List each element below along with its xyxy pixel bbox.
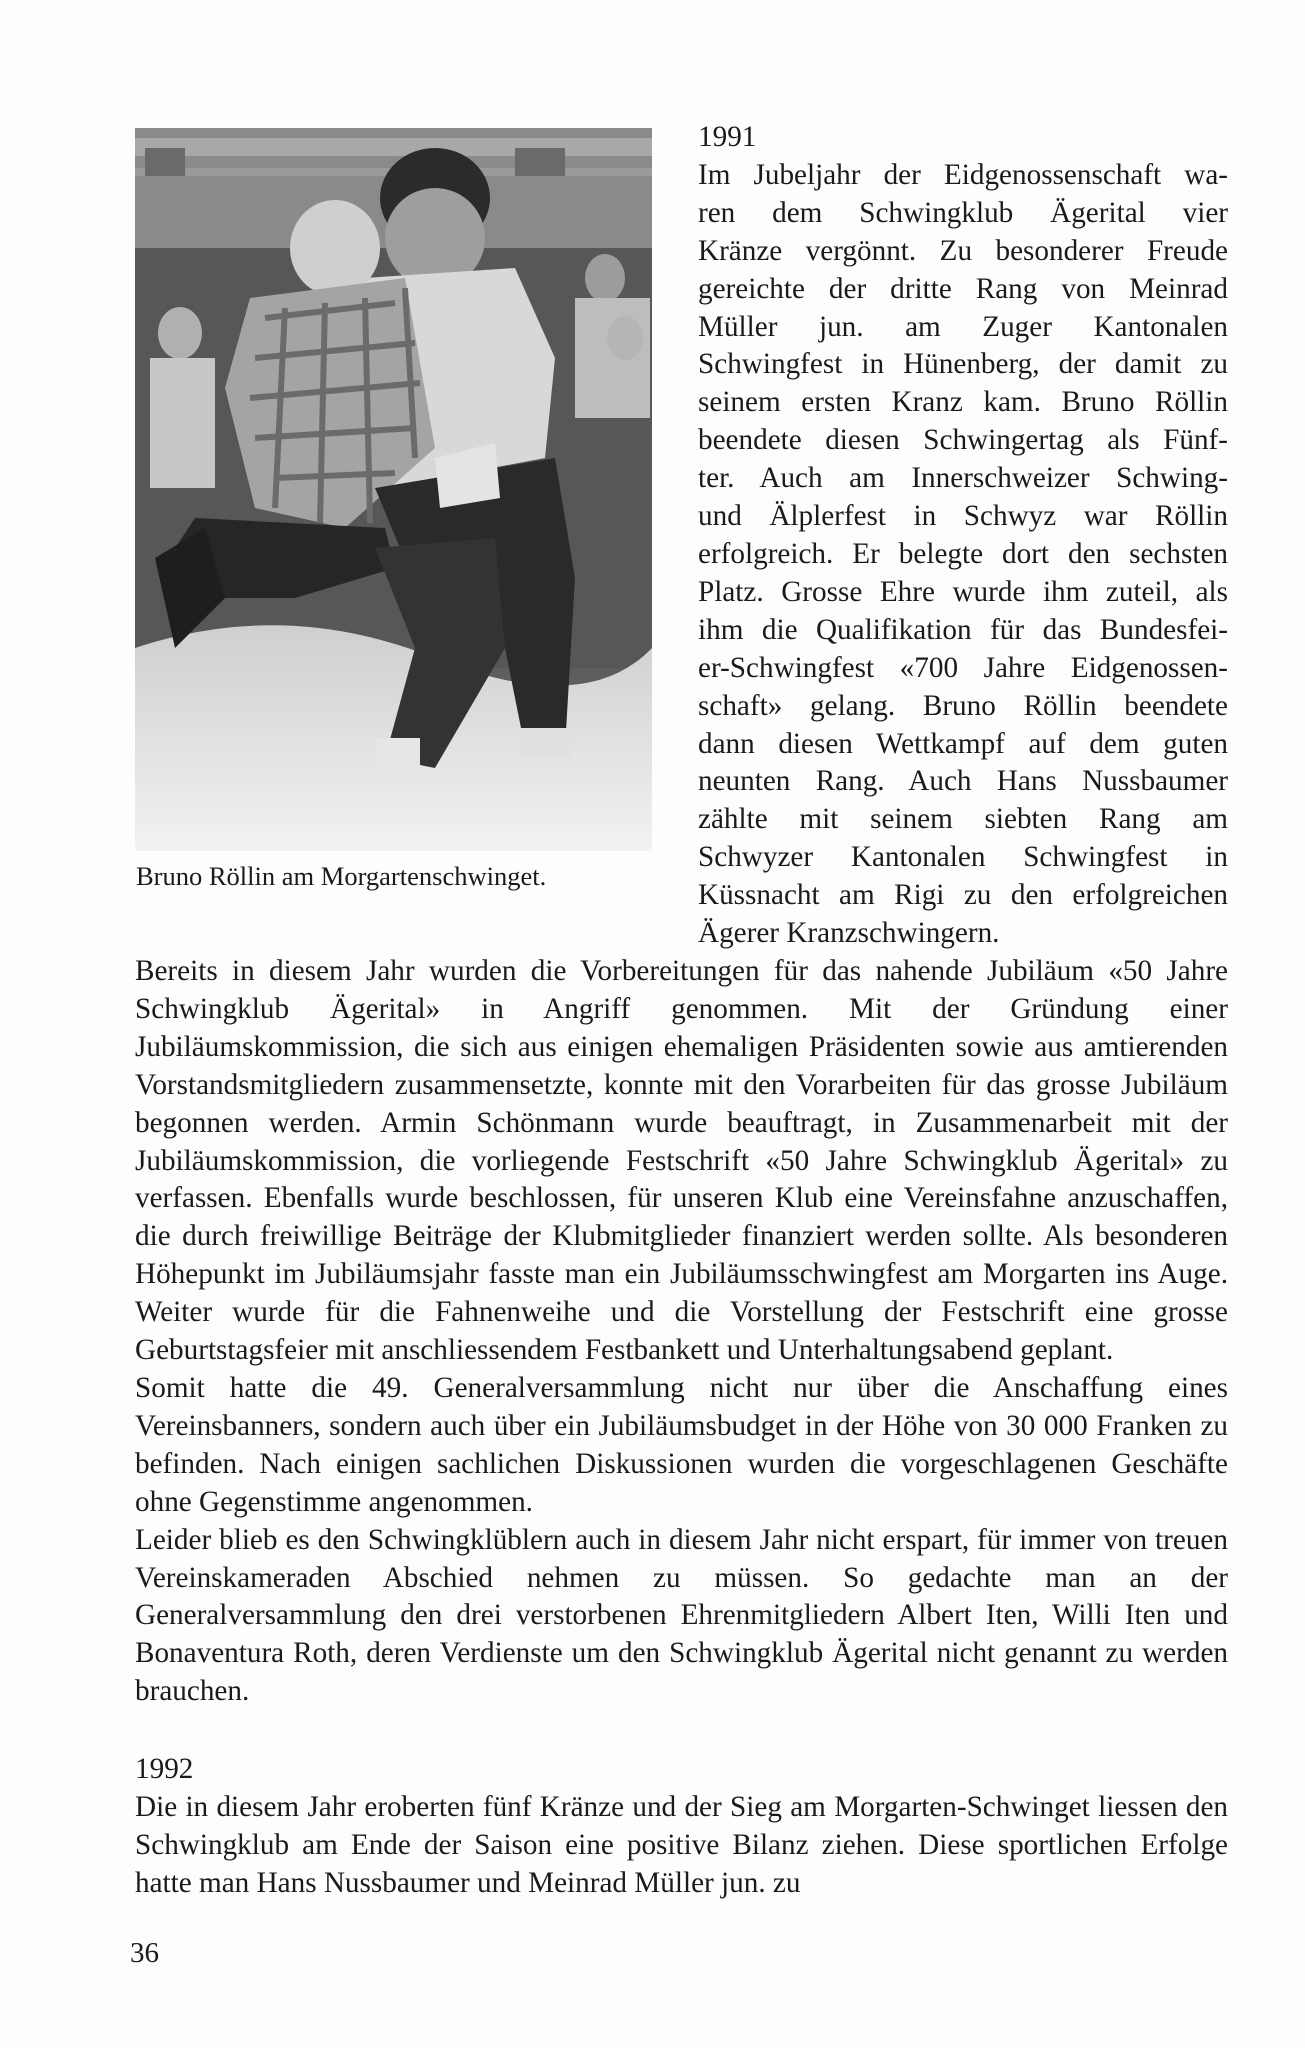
year-heading-1991: 1991 bbox=[698, 121, 757, 153]
year-heading-1992: 1992 bbox=[135, 1753, 194, 1786]
paragraph-memorial: Leider blieb es den Schwingklüblern auch in diesem Jahr nicht erspart, für immer von treuen Vereinskameraden Abschied nehmen zu müssen. So gedachte man an der Generalversammlung den drei verstorbenen Ehrenmitgliedern Albert Iten, Willi Iten und Bonaventura Roth, deren Verdienste um den Schwingklub Ägerital nicht genannt zu werden brauchen. bbox=[135, 1523, 1228, 1708]
column-line: seinem ersten Kranz kam. Bruno Röllin bbox=[698, 386, 1228, 419]
paragraph-1992: Die in diesem Jahr eroberten fünf Kränze und der Sieg am Morgarten-Schwinget liessen den Schwingklub am Ende der Saison eine positive Bilanz ziehen. Diese sportlichen Erfolge hatte man Hans Nussbaumer und Meinrad Müller jun. zu bbox=[135, 1791, 1228, 1899]
column-line: dann diesen Wettkampf auf dem guten bbox=[698, 727, 1228, 760]
column-line: erfolgreich. Er belegte dort den sechsten bbox=[698, 537, 1228, 570]
column-line: Küssnacht am Rigi zu den erfolgreichen bbox=[698, 879, 1228, 912]
column-line: ren dem Schwingklub Ägerital vier bbox=[698, 196, 1228, 229]
body-text bbox=[135, 953, 1228, 1903]
column-line: neunten Rang. Auch Hans Nussbaumer bbox=[698, 765, 1228, 798]
column-line: zählte mit seinem siebten Rang am bbox=[698, 803, 1228, 836]
column-line: Schwingfest in Hünenberg, der damit zu bbox=[698, 348, 1228, 381]
wrestling-photo bbox=[135, 128, 652, 851]
photo-caption: Bruno Röllin am Morgartenschwinget. bbox=[136, 861, 547, 891]
column-line: ter. Auch am Innerschweizer Schwing- bbox=[698, 462, 1228, 495]
column-line: Platz. Grosse Ehre wurde ihm zuteil, als bbox=[698, 575, 1228, 608]
column-line: gereichte der dritte Rang von Meinrad bbox=[698, 272, 1228, 305]
column-line: Schwyzer Kantonalen Schwingfest in bbox=[698, 841, 1228, 874]
paragraph-jubilee-preparations: Bereits in diesem Jahr wurden die Vorbereitungen für das nahende Jubiläum «50 Jahre Schwingklub Ägerital» in Angriff genommen. Mit der Gründung einer Jubiläumskommission, die sich aus einigen ehemaligen Präsidenten sowie aus amtierenden Vorstandsmitgliedern zusammensetzte, konnte mit den Vorarbeiten für das grosse Jubiläum begonnen werden. Armin Schönmann wurde beauftragt, in Zusammenarbeit mit der Jubiläumskommission, die vorliegende Festschrift «50 Jahre Schwingklub Ägerital» zu verfassen. Ebenfalls wurde beschlossen, für unseren Klub eine Vereinsfahne anzuschaffen, die durch freiwillige Beiträge der Klubmitglieder finanziert werden sollte. Als besonderen Höhepunkt im Jubiläumsjahr fasste man ein Jubiläumsschwingfest am Morgarten ins Auge. Weiter wurde für die Fahnenweihe und die Vorstellung der Festschrift eine grosse Geburtstagsfeier mit anschliessendem Festbankett und Unterhaltungsabend geplant. bbox=[135, 955, 1228, 1367]
column-line: Müller jun. am Zuger Kantonalen bbox=[698, 310, 1228, 343]
column-line: schaft» gelang. Bruno Röllin beendete bbox=[698, 689, 1228, 722]
column-1991 bbox=[698, 119, 1228, 953]
column-line: er-Schwingfest «700 Jahre Eidgenossen- bbox=[698, 651, 1228, 684]
column-line: Im Jubeljahr der Eidgenossenschaft wa- bbox=[698, 158, 1228, 191]
column-line: Kränze vergönnt. Zu besonderer Freude bbox=[698, 234, 1228, 267]
section-spacer bbox=[135, 1711, 1228, 1751]
wrestling-photo-image bbox=[135, 128, 652, 851]
column-line: und Älplerfest in Schwyz war Röllin bbox=[698, 500, 1228, 533]
page-number: 36 bbox=[130, 1937, 159, 1969]
column-line: ihm die Qualifikation für das Bundesfei- bbox=[698, 613, 1228, 646]
column-line: Ägerer Kranzschwingern. bbox=[698, 917, 1000, 950]
paragraph-general-assembly: Somit hatte die 49. Generalversammlung nicht nur über die Anschaffung eines Vereinsbanners, sondern auch über ein Jubiläumsbudget in der Höhe von 30 000 Franken zu befinden. Nach einigen sachlichen Diskussionen wurden die vorgeschlagenen Geschäfte ohne Gegenstimme angenommen. bbox=[135, 1371, 1228, 1518]
column-line: beendete diesen Schwingertag als Fünf- bbox=[698, 424, 1228, 457]
